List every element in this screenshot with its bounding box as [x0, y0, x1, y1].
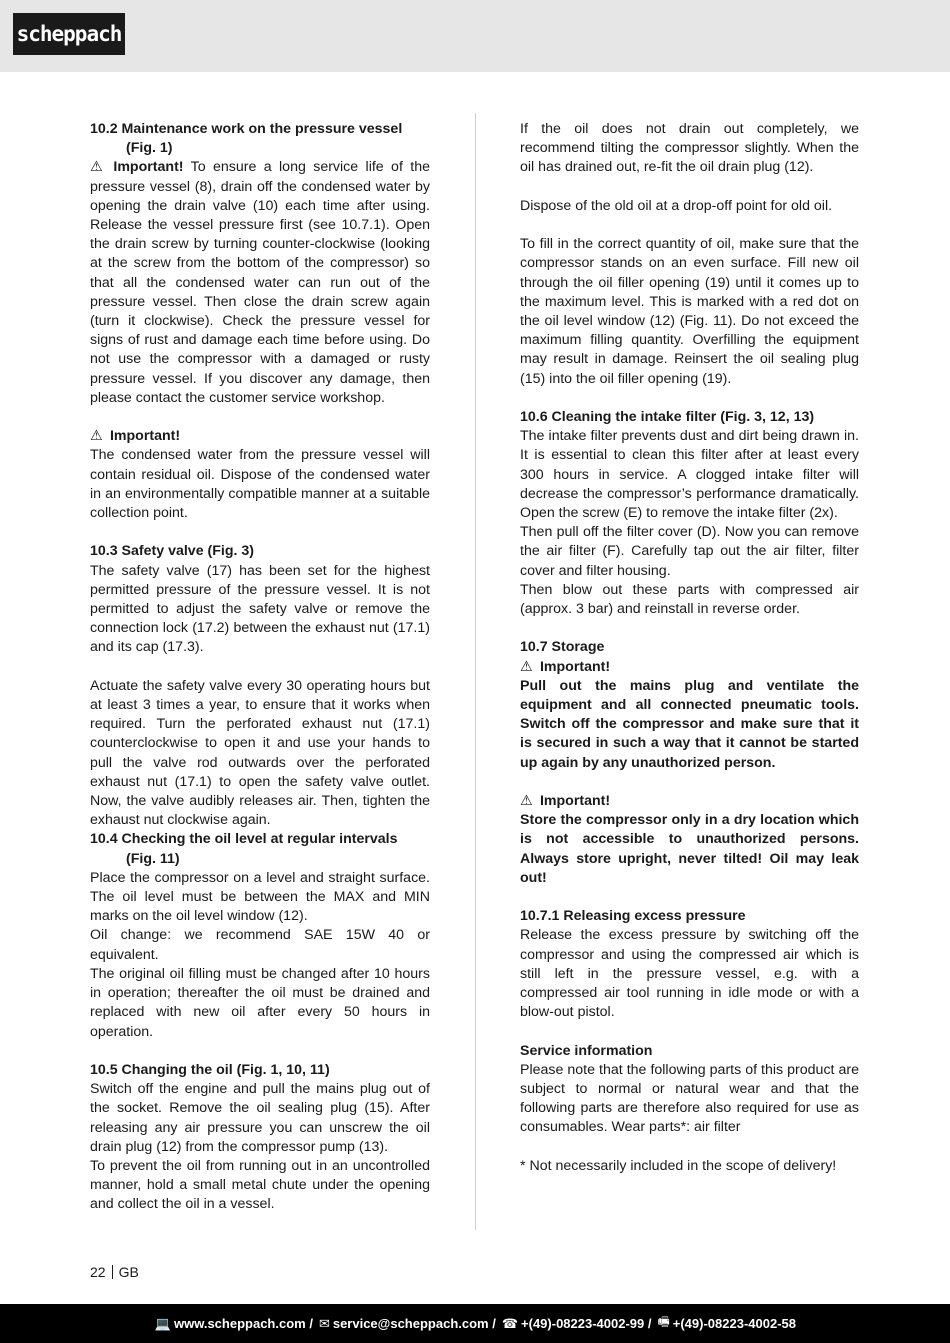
section-10-5-text-2: To prevent the oil from running out in an uncontrolled manner, hold a small metal chute under the opening and collect the oil in a vessel.	[90, 1157, 430, 1213]
section-10-4-fig: (Fig. 11)	[126, 850, 180, 867]
section-10-5-title: 10.5 Changing the oil (Fig. 1, 10, 11)	[90, 1061, 330, 1078]
important-label: Important!	[109, 428, 181, 445]
old-oil-disposal-text: Dispose of the old oil at a drop-off point for old oil.	[520, 197, 833, 214]
page-number-value: 22	[90, 1264, 106, 1280]
service-info-title: Service information	[520, 1042, 653, 1059]
column-divider	[475, 113, 476, 1230]
email-icon: ✉	[318, 1315, 330, 1331]
page-language: GB	[118, 1264, 139, 1280]
left-column	[90, 120, 430, 1215]
section-10-3-text: The safety valve (17) has been set for the highest permitted pressure of the pressure vessel. It is not permitted to adjust the safety valve or remove the connection lock (17.2) between the exhaust nut (17.1) and its cap (17.3).	[90, 562, 430, 656]
storage-warning-text-2: Store the compressor only in a dry location which is not accessible to unauthorized persons. Always store upright, never tilted! Oil may leak out!	[520, 812, 859, 886]
section-10-2-title: 10.2 Maintenance work on the pressure vessel	[90, 121, 403, 137]
page-number	[90, 1264, 139, 1280]
section-10-4-text-1: Place the compressor on a level and straight surface. The oil level must be between the MAX and MIN marks on the oil level window (12).	[90, 869, 430, 925]
brand-logo: scheppach	[13, 13, 125, 55]
page-header	[0, 0, 950, 72]
warning-icon: ⚠	[90, 159, 103, 176]
section-10-6-text-2: Then pull off the filter cover (D). Now you can remove the air filter (F). Carefully tap out the air filter, filter cover and filter housing.	[520, 524, 859, 579]
storage-warning-text-1: Pull out the mains plug and ventilate the equipment and all connected pneumatic tools. Switch off the compressor and make sure that it is secured in such a way that it cannot be started up again by any unauthorized person.	[520, 677, 859, 771]
website-link[interactable]: www.scheppach.com /	[173, 1316, 313, 1331]
section-10-5-text-1: Switch off the engine and pull the mains plug out of the socket. Remove the oil sealing plug (15). After releasing any air pressure you can unscrew the oil drain plug (12) from the compressor pump (13).	[90, 1081, 430, 1155]
important-label: Important!	[539, 658, 611, 675]
section-10-7-1-text: Release the excess pressure by switching off the compressor and using the compressed air which is still left in the pressure vessel, e.g. with a compressed air tool running in idle mode or with a blow-out pistol.	[520, 927, 859, 1021]
important-label: Important!	[113, 159, 184, 176]
section-10-6-text-1: The intake filter prevents dust and dirt being drawn in. It is essential to clean this filter after at least every 300 hours in service. A clogged intake filter will decrease the compressor’s performance dramatically. Open the screw (E) to remove the intake filter (2x).	[520, 428, 859, 522]
oil-drain-text: If the oil does not drain out completely, we recommend tilting the compressor slightly. When the oil has drained out, re-fit the oil drain plug (12).	[520, 121, 859, 176]
warning-icon: ⚠	[90, 428, 103, 445]
condensed-water-text: The condensed water from the pressure vessel will contain residual oil. Dispose of the condensed water in an environmentally compatible manner at a suitable collection point.	[90, 447, 430, 522]
phone-number: +(49)-08223-4002-99 /	[521, 1316, 652, 1331]
phone-icon: ☎	[501, 1315, 519, 1331]
section-10-3-title: 10.3 Safety valve (Fig. 3)	[90, 543, 255, 560]
email-link[interactable]: service@scheppach.com /	[332, 1316, 496, 1331]
section-10-4-text-3: The original oil filling must be changed after 10 hours in operation; thereafter the oil must be drained and replaced with new oil after every 50 hours in operation.	[90, 965, 430, 1040]
footnote: * Not necessarily included in the scope of delivery!	[520, 1157, 837, 1174]
computer-icon: 💻	[154, 1315, 171, 1331]
right-column	[520, 120, 859, 1176]
section-10-4-title: 10.4 Checking the oil level at regular intervals	[90, 831, 398, 848]
important-label: Important!	[539, 793, 611, 810]
section-10-6-text-3: Then blow out these parts with compressed air (approx. 3 bar) and reinstall in reverse order.	[520, 581, 859, 618]
warning-icon: ⚠	[520, 793, 533, 810]
section-10-2-fig: (Fig. 1)	[126, 140, 173, 157]
service-info-text: Please note that the following parts of this product are subject to normal or natural wear and that the following parts are therefore also required for use as consumables. Wear parts*: air filter	[520, 1061, 859, 1136]
warning-icon: ⚠	[520, 658, 533, 675]
safety-valve-actuation-text: Actuate the safety valve every 30 operating hours but at least 3 times a year, to ensure that it works when required. Turn the perforated exhaust nut (17.1) counterclockwise to open it and use your hands to pull the valve rod outwards over the perforated exhaust nut (17.1) to open the safety valve outlet. Now, the valve audibly releases air. Then, tighten the exhaust nut clockwise again.	[90, 677, 430, 829]
section-10-7-title: 10.7 Storage	[520, 639, 605, 656]
section-10-2-text: To ensure a long service life of the pressure vessel (8), drain off the condensed water by opening the drain valve (10) each time after using. Release the vessel pressure first (see 10.7.1). Open the drain screw by turning counter-clockwise (looking at the screw from the bottom of the compressor) so that all the condensed water can run out of the pressure vessel. Then close the drain screw again (turn it clockwise). Check the pressure vessel for signs of rust and damage each time before using. Do not use the compressor with a damaged or rusty pressure vessel. If you discover any damage, then please contact the customer service workshop.	[90, 159, 430, 406]
fax-number: +(49)-08223-4002-58	[672, 1316, 796, 1331]
section-10-4-text-2: Oil change: we recommend SAE 15W 40 or equivalent.	[90, 927, 430, 963]
oil-fill-text: To fill in the correct quantity of oil, make sure that the compressor stands on an even surface. Fill new oil through the oil filler opening (19) until it comes up to the maximum level. This is marked with a red dot on the oil level window (12) (Fig. 11). Do not exceed the maximum filling quantity. Overfilling the equipment may result in damage. Reinsert the oil sealing plug (15) into the oil filler opening (19).	[520, 236, 859, 387]
fax-icon: 🖷	[657, 1313, 670, 1329]
section-10-2-body	[90, 158, 430, 408]
contact-footer	[0, 1304, 950, 1343]
section-10-7-1-title: 10.7.1 Releasing excess pressure	[520, 908, 746, 925]
section-10-6-title: 10.6 Cleaning the intake filter (Fig. 3, 12, 13)	[520, 409, 815, 425]
